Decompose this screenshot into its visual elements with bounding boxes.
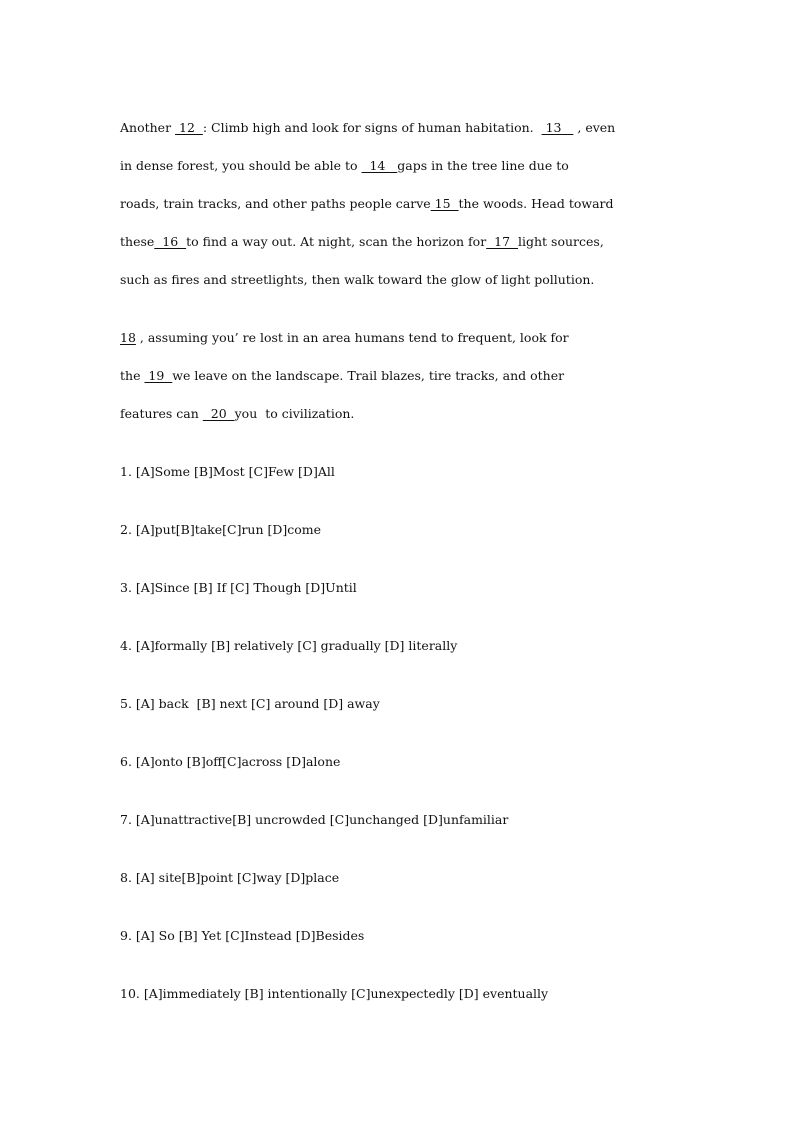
passage-text: in dense forest, you should be able to	[120, 158, 362, 173]
passage-text: these	[120, 234, 155, 249]
passage-text: light sources,	[518, 234, 604, 249]
blank-12: 12	[175, 120, 203, 135]
passage-text: roads, train tracks, and other paths people carve	[120, 196, 431, 211]
question-2: 2. [A]put[B]take[C]run [D]come	[120, 522, 322, 537]
question-9: 9. [A] So [B] Yet [C]Instead [D]Besides	[120, 928, 365, 943]
passage-text: the	[120, 368, 145, 383]
blank-18: 18	[120, 330, 136, 345]
passage-text: , assuming you’ re lost in an area humans tend to frequent, look for	[135, 330, 569, 345]
passage-text: you to civilization.	[234, 406, 355, 421]
passage-line: such as fires and streetlights, then walk toward the glow of light pollution.	[120, 272, 595, 287]
blank-13: 13	[541, 120, 574, 135]
passage-text: to find a way out. At night, scan the horizon for	[186, 234, 487, 249]
passage-text: Another	[120, 120, 176, 135]
passage-text: : Climb high and look for signs of human habitation.	[202, 120, 542, 135]
passage-line	[120, 368, 564, 383]
blank-17: 17	[486, 234, 518, 249]
question-10: 10. [A]immediately [B] intentionally [C]unexpectedly [D] eventually	[120, 986, 549, 1001]
blank-15: 15	[430, 196, 459, 211]
passage-line	[120, 158, 569, 173]
question-5: 5. [A] back [B] next [C] around [D] away	[120, 696, 380, 711]
passage-text: we leave on the landscape. Trail blazes, tire tracks, and other	[172, 368, 565, 383]
question-7: 7. [A]unattractive[B] uncrowded [C]unchanged [D]unfamiliar	[120, 812, 509, 827]
passage-line	[120, 120, 615, 135]
passage-text: the woods. Head toward	[458, 196, 614, 211]
passage-line	[120, 406, 354, 421]
question-1: 1. [A]Some [B]Most [C]Few [D]All	[120, 464, 335, 479]
blank-16: 16	[154, 234, 187, 249]
question-6: 6. [A]onto [B]off[C]across [D]alone	[120, 754, 341, 769]
passage-text: gaps in the tree line due to	[397, 158, 569, 173]
passage-line	[120, 234, 604, 249]
question-3: 3. [A]Since [B] If [C] Though [D]Until	[120, 580, 357, 595]
passage-line	[120, 196, 614, 211]
question-8: 8. [A] site[B]point [C]way [D]place	[120, 870, 340, 885]
passage-text: features can	[120, 406, 203, 421]
blank-19: 19	[144, 368, 173, 383]
blank-14: 14	[361, 158, 398, 173]
question-4: 4. [A]formally [B] relatively [C] gradually [D] literally	[120, 638, 458, 653]
blank-20: 20	[202, 406, 235, 421]
passage-text: , even	[573, 120, 616, 135]
passage-line	[120, 330, 569, 345]
